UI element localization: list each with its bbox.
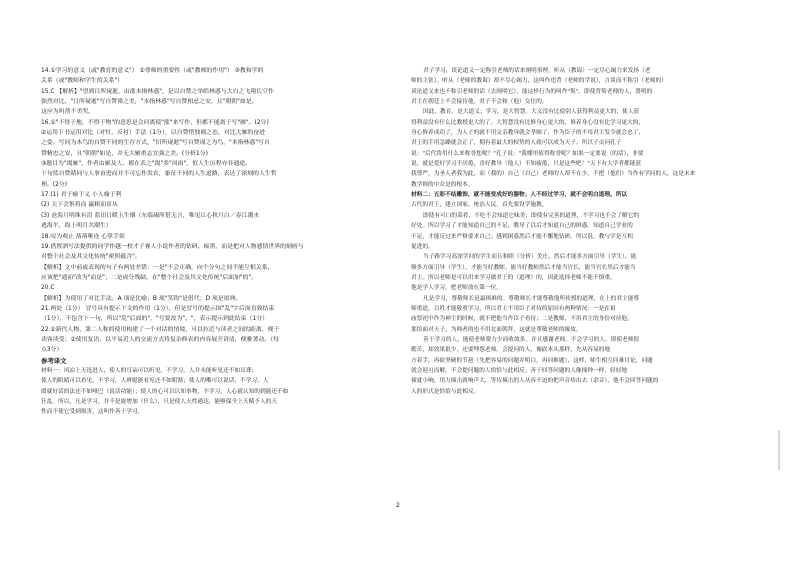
left-line-16: 逃海平，海上明月共潮生） (41, 223, 112, 230)
right-line-23: 凡是学习，尊敬师长是最困难的。尊敬师长才能尊敬他所传授的道理，在上的君主能尊 (423, 295, 640, 302)
right-line-16: 好处。所以学习了才能知道自己的不足，教导了以后才知道自己的困惑。知道自己学业的 (411, 223, 633, 230)
left-line-32: 缓就好话的法还不如哑巴（说话功能）；使人的心可以认知事物，不学习，人心就认知的到能还不如 (41, 388, 289, 395)
right-line-31: 撞就小响，用力撞击就响声大，等待撞击的人从容不迫的把声音传出去（余音），他不会回答问题的 (411, 378, 659, 385)
left-line-30: 材料一：风凉上天选进人，使人的耳朵可以听见，不学习，人并未能听见还不如耳聋； (41, 367, 258, 374)
left-line-3: 15.C 【解析】"望到目所窥逝，由涨本指林惑"，是以自赞之举皓林惑与大自之飞翔长空作 (41, 88, 274, 95)
left-line-24: 21.两处（1分） 冒号具有提示下文的作用（1分），但是冒号的提示围"乱"字后面直致结束 (41, 305, 275, 312)
right-line-1: 君子学习，谈论道义一定称引老师的话来阐明事理，听从（教诲）一定尽心竭力来发扬（老 (423, 68, 651, 74)
left-line-31: 使人的眼睛可以看见，不学习，人辨聪能看见还不如眼瞎；使人的嘴可以说话，不学习，人 (41, 378, 269, 385)
right-line-13: 材料二：五彩不结雕饰，就不能变成好的器物；人不经过学习，就不会明白道理。所以 (411, 192, 628, 199)
right-line-7: 身心修养成功了，为人子的就不用父亲教导就会孝顺了，作为臣子的不用君主发令就会忠了， (411, 130, 645, 137)
left-line-8: 之姿。写同为木鸟的自赞不同的生存方式，"旧所窥逝"写自赞谨之为鸟，"本指林惑"写自 (41, 140, 270, 147)
right-line-22: 他是学人学习，把老师放在第一位。 (411, 285, 502, 292)
right-line-24: 师重道，百姓才能敬重学习，所以君主不用臣子对待的原因有两种情况：一是在祖 (411, 305, 616, 312)
left-line-9: 赞精忠之安，且"朝朝"如是，并无大雁重志宜强之美。(分析1分) (41, 150, 208, 157)
right-line-9: 说："后代将用什么来称誉您呢？"孔子说："我哪里值得称誉呢？如果一定要说（的话），非要 (411, 150, 644, 157)
left-line-10: ③题目为"渴雁"，作者由雁及人，都在表之"渴"多"风雨"，似人生历程亦非通途。 (41, 161, 252, 168)
left-line-29: 参考译文 (41, 356, 67, 365)
right-line-30: 就会迎刃而解。不会提问题的人恰恰与此相反。善于回答问题的人像撞钟一样，轻轻地 (411, 367, 628, 374)
right-line-17: 不足，才能反过来严格要求自己；感到困惑然后才能不懈地钻研。所以说，教与学是互相 (411, 233, 633, 240)
left-line-5: 这应为吗帮不美哭。 (41, 109, 95, 116)
left-line-27: 读客读受；②使用复语，以平易近人的交流方式将复杂修表的内容展开讲清，便雅著动。（每 (41, 336, 279, 343)
left-line-19: 对整个社会及其文化传统"密照蕴含"。 (41, 254, 141, 261)
right-line-12: 教学师的中众是的根本。 (411, 181, 474, 188)
left-line-15: (3) 沧海月明珠有泪 蓝田日暖玉生烟（东临碣所借无言，唯见江心秋月白／春江潮水 (41, 212, 260, 219)
right-line-14: 古代的君王，建立国家，统治人民，首先要设学施教。 (411, 202, 548, 209)
right-line-29: 方着手，再砍坚硬的节疤（先把容易的问题弄明白，再问难题），这样，师生相互问难讨论，问题 (411, 357, 653, 364)
left-line-14: (2) 天下会集将而 赢粮而景从 (41, 202, 118, 209)
right-line-25: 庙祭祀中作为神主的时候，就不把他当作臣子看待；二是教师，不用君主的身份对待他。 (411, 316, 633, 323)
right-line-6: 得利益没有什么比教授更大的了。大智慧没有比修身心更大的，修养身心没有比学习更大的， (411, 119, 645, 126)
left-line-7: ②运用下书运用对比（对忖、反衬）手法（1分），以自赞惜独调之态，对比大雁的奋进 (41, 130, 266, 137)
left-line-13: 17.(1) 君子喻于义 小人喻于利 (41, 192, 122, 199)
left-line-18: 19.借置酒写法提供的同学作越一校才子睿人小说作者的钻研、痴黑，而是把对人物感情世界的刻画与 (41, 243, 304, 250)
right-line-18: 促进的。 (411, 243, 434, 250)
left-line-11: 下句蓝自赞睛同与人事奋进而并不可忘作发农，象征不同的人生道路，表达了深刻的人生哲 (41, 171, 277, 178)
left-line-17: 18.叹为观止 落落哑连 心掌手领 (41, 233, 125, 240)
right-line-19: 当子路学习高深学问的学生而且和睦（分析）美庄，然后才能多方面引导（学生）。能 (423, 254, 637, 261)
right-line-21: 君主。所以老师是可以用来学习做君王的（道理）的，因此选择老师不能不慎重。 (411, 274, 616, 281)
page-number: 2 (396, 502, 400, 509)
left-line-6: 16.①"不得于地，不得于物"的意思是会问离使"涨"来写作，但都不能离于写"雁"。(2分) (41, 119, 269, 126)
right-column (411, 66, 765, 397)
left-line-23: 【解析】为使用了对比手法。A 项是比喻；B 项"笑钩"是借代；D 项是拟典。 (41, 295, 242, 302)
right-line-8: 君王的手用急躁就会正了，拥有着最大的权势的人就可以成为天子。所以子贡问孔子 (411, 140, 622, 147)
left-line-34: 性而不使它受到损害，这叫作善于学习。 (41, 409, 144, 416)
right-line-28: 勤苦，却效果很少，还要埋怨老师。会提问的人，像砍木头那样，先从容易的地 (411, 347, 611, 354)
right-line-3: 谈论道义来也不称引老师的话（去阐明它），能这样行为的叫作"叛"。即使背叛老师的人，贤明的 (411, 88, 653, 95)
left-line-25: （1分），不包含下一句，所以"乱"后面的"，"号要改为"。"，表示提示到此结束（1分） (41, 316, 268, 323)
left-line-12: 理。(2分) (41, 181, 68, 188)
right-line-26: 那怕面对天子，为师者的也不用北面朝拜，这就是尊敬老师的缘故。 (411, 326, 582, 333)
left-line-28: 点3分） (41, 347, 63, 354)
left-line-26: 22.①新代人物，第二人称的使用构建了一个对话的情境，可以拉近与读者之间的距离，便于 (41, 326, 280, 333)
right-line-5: 因此，教育，是大道义；学习，是大智慧。大义没有比使别人获得利益更大的；使人获 (423, 109, 640, 116)
scan-edge-mark (778, 430, 780, 470)
left-line-21: 应该把"通而"改为"而是"；二是成分残缺，在"整个社会及其文化传统"后面加"的"。 (41, 274, 258, 281)
right-line-4: 君主在朝廷上不会接待他，君子不会和（他）交往的。 (411, 99, 548, 106)
right-line-2: 师的主张）。听从（老师的教诲）却不尽心竭力，这叫作违背（老师的学说），言谈而不称引（老师的） (411, 78, 667, 85)
left-line-2: 关系（或"教师和学生的关系"） (41, 78, 123, 85)
right-line-15: 即使有可口的菜肴，不吃不会知道它味美；即使有完善的道理，不学习也不会了解它的 (423, 212, 640, 219)
left-line-22: 20.C (41, 285, 55, 292)
right-line-27: 善于学习的人，能使老师费力少而收效多，并且感谢老师，不会学习的人，即使老师很 (423, 336, 640, 343)
right-line-32: 人的形式是恰恰与此相反。 (411, 388, 480, 395)
left-line-33: 狂乱。所以，凡是学习，并不是能增加（什么），只是使人天性通达。能够保全上天赋予人的天 (41, 399, 278, 405)
left-line-20: 【解析】文中前或表现的句子有两处差错：一是"不会正确，向个分句之间不能互相关系， (41, 264, 274, 271)
left-line-1: 14.①学习的意义（或"教育的意义"） ②尊师的重要性（或"教师的作用"） ③教和学的 (41, 68, 264, 74)
left-line-4: 强烈对比，"月所窥逝"写自赞谨之美，"本指林惑"写自赞相忌之安，且"朝朝"如是。 (41, 99, 258, 106)
right-line-11: 我尊严，为圣人者我为此，而（我的）自己（自己）老师的人却不在少，不把（他们）当作有学问的人，这是未来 (411, 171, 696, 178)
right-line-10: 说，就是爱好学习不厌倦，喜好教导（他人）不知疲倦，只是这些吧！"天下有大学者都能获 (411, 161, 642, 168)
left-column (41, 66, 393, 418)
right-line-20: 够多方面引导（学生），才能当好教师。能当好教师然后才能当官长，能当官长然后才能当 (411, 264, 636, 271)
